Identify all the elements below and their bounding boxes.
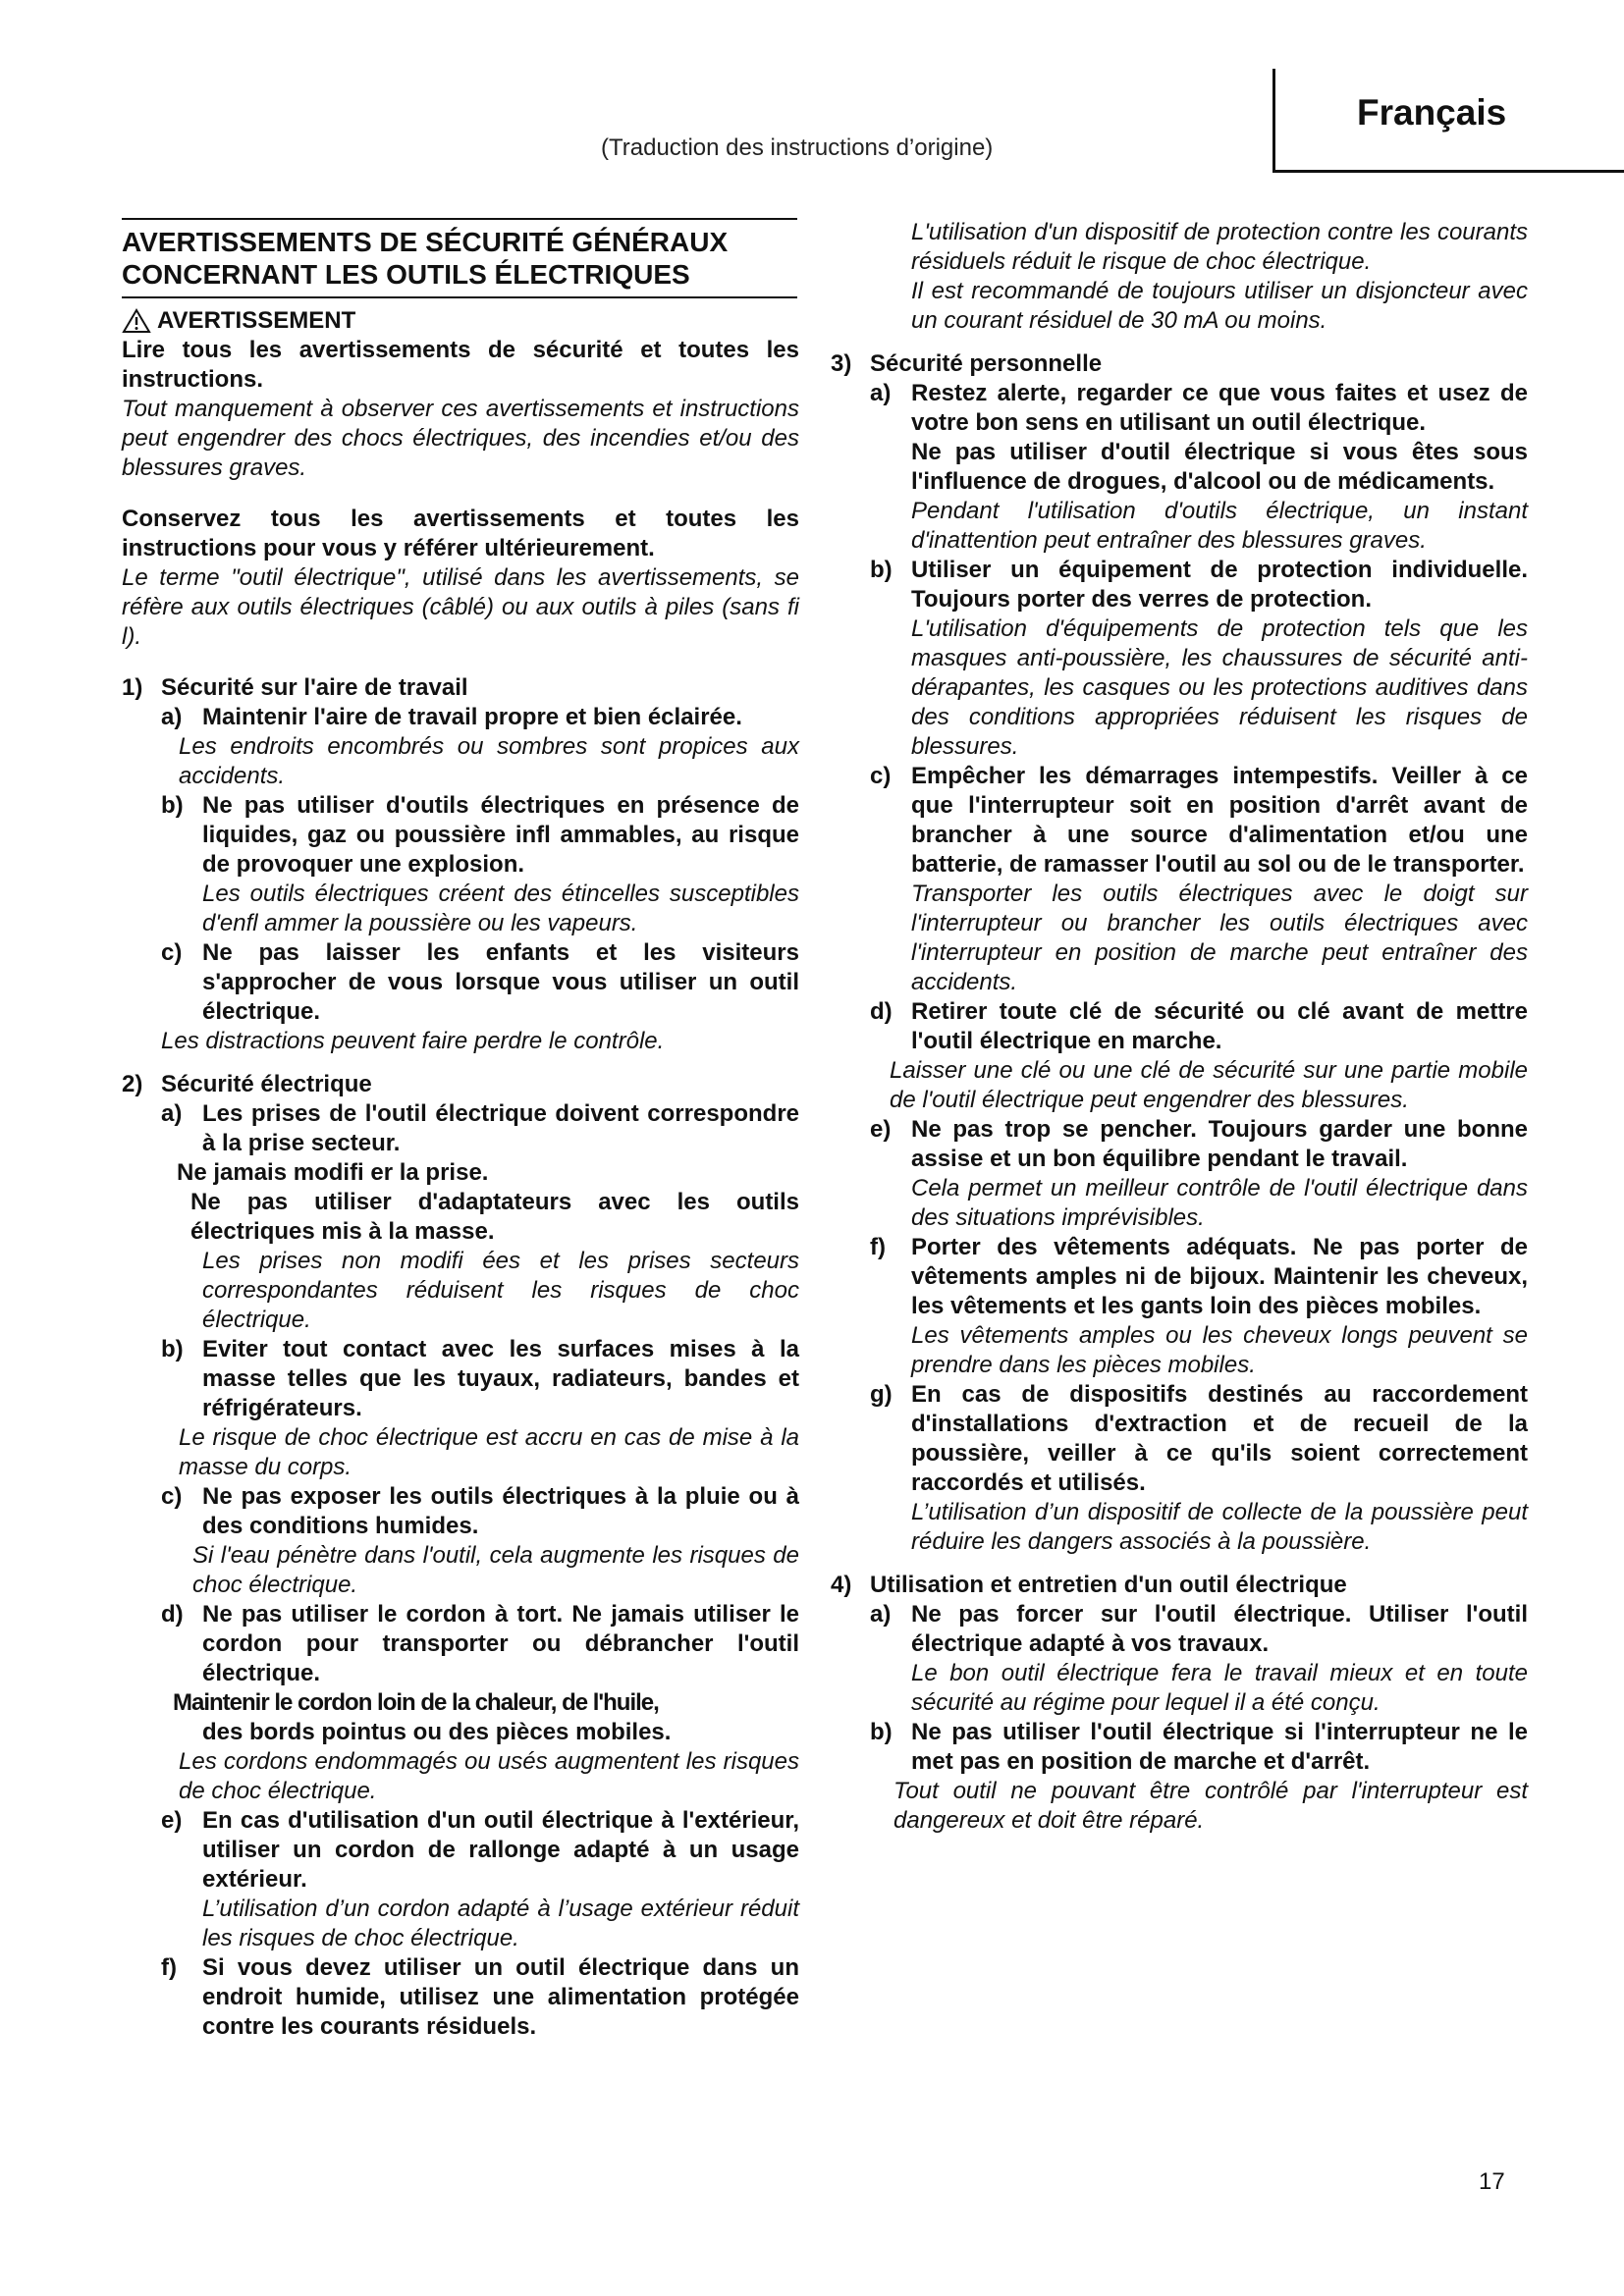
rule-3d-note: Laisser une clé ou une clé de sécurité sur une partie mobile de l'outil électrique peut engendrer des blessures. [890,1057,1528,1113]
rcd-note: L'utilisation d'un dispositif de protection contre les courants résiduels réduit le risque de choc électrique. [911,219,1528,275]
rule-4b: b) Ne pas utiliser l'outil électrique si l'interrupteur ne le met pas en position de marche et d'arrêt. [870,1719,1528,1775]
language-tab [1272,69,1624,173]
warning-triangle-icon [122,308,151,334]
rule-2b: b) Eviter tout contact avec les surfaces mises à la masse telles que les tuyaux, radiateurs, bandes et réfrigérateurs. [161,1336,799,1421]
section-2-heading: 2) Sécurité électrique [122,1071,372,1097]
rule-3d: d) Retirer toute clé de sécurité ou clé avant de mettre l'outil électrique en marche. [870,998,1528,1054]
section-title [122,218,797,298]
rule-3g: g) En cas de dispositifs destinés au raccordement d'installations d'extraction et de recueil de la poussière, veiller à ce qu'ils soient correctement raccordés et utilisés. L’utilisation d’un dispositif de collecte de la poussière peut réduire les dangers associés à la poussière. [870,1381,1528,1555]
right-column [831,218,1528,1836]
power-tool-definition: Le terme "outil électrique", utilisé dans les avertissements, se réfère aux outils électriques (câblé) ou aux outils à piles (sans fi l). [122,564,799,650]
rule-2a-line2: Ne jamais modifi er la prise. [177,1159,489,1186]
rule-4b-note: Tout outil ne pouvant être contrôlé par l'interrupteur est dangereux et doit être réparé. [893,1778,1528,1834]
rule-2b-note: Le risque de choc électrique est accru en cas de mise à la masse du corps. [179,1424,799,1480]
section-1-heading: 1) Sécurité sur l'aire de travail [122,674,468,701]
warning-read-all: Lire tous les avertissements de sécurité et toutes les instructions. [122,337,799,393]
rule-2e: e) En cas d'utilisation d'un outil électrique à l'extérieur, utiliser un cordon de rallonge adapté à un usage extérieur. L’utilisation d’un cordon adapté à l’usage extérieur réduit les risques de choc électrique. [161,1807,799,1951]
rule-3b: b) Utiliser un équipement de protection individuelle. Toujours porter des verres de protection. L'utilisation d'équipements de protection tels que les masques anti-poussière, les chaussures de sécurité anti-dérapantes, les casques ou les protections auditives dans des conditions appropriées réduisent les risques de blessures. [870,557,1528,760]
rule-4a: a) Ne pas forcer sur l'outil électrique. Utiliser l'outil électrique adapté à vos travaux. Le bon outil électrique fera le travail mieux et en toute sécurité au régime pour lequel il a été conçu. [870,1601,1528,1716]
rule-1c: c) Ne pas laisser les enfants et les visiteurs s'approcher de vous lorsque vous utiliser un outil électrique. [161,939,799,1025]
rule-2a-note: Les prises non modifi ées et les prises secteurs correspondantes réduisent les risques de choc électrique. [202,1248,799,1333]
rcd-recommendation: Il est recommandé de toujours utiliser un disjoncteur avec un courant résiduel de 30 mA ou moins. [911,278,1528,334]
rule-2a-line3: Ne pas utiliser d'adaptateurs avec les outils électriques mis à la masse. [190,1189,799,1245]
page-number: 17 [1479,2168,1505,2195]
rule-3f: f) Porter des vêtements adéquats. Ne pas porter de vêtements amples ni de bijoux. Maintenir les cheveux, les vêtements et les gants loin des pièces mobiles. Les vêtements amples ou les cheveux longs peuvent se prendre dans les pièces mobiles. [870,1234,1528,1378]
rule-2f: f) Si vous devez utiliser un outil électrique dans un endroit humide, utilisez une alimentation protégée contre les courants résiduels. [161,1954,799,2040]
rule-2d-note: Les cordons endommagés ou usés augmentent les risques de choc électrique. [179,1748,799,1804]
rule-2d-line2: Maintenir le cordon loin de la chaleur, de l'huile, [173,1689,659,1716]
left-column [122,218,799,2042]
warning-consequence: Tout manquement à observer ces avertissements et instructions peut engendrer des chocs électriques, des incendies et/ou des blessures graves. [122,396,799,481]
warning-label: AVERTISSEMENT [157,307,356,334]
rule-2d: d) Ne pas utiliser le cordon à tort. Ne jamais utiliser le cordon pour transporter ou débrancher l'outil électrique. [161,1601,799,1686]
keep-instructions: Conservez tous les avertissements et toutes les instructions pour vous y référer ultérieurement. [122,506,799,561]
rule-2a: a) Les prises de l'outil électrique doivent correspondre à la prise secteur. [161,1100,799,1156]
rule-2c-note: Si l'eau pénètre dans l'outil, cela augmente les risques de choc électrique. [192,1542,799,1598]
rule-1c-note: Les distractions peuvent faire perdre le contrôle. [161,1028,665,1054]
rule-1a-note: Les endroits encombrés ou sombres sont propices aux accidents. [179,733,799,789]
rule-3e: e) Ne pas trop se pencher. Toujours garder une bonne assise et un bon équilibre pendant le travail. Cela permet un meilleur contrôle de l'outil électrique dans des situations imprévisibles. [870,1116,1528,1231]
rule-2c: c) Ne pas exposer les outils électriques à la pluie ou à des conditions humides. [161,1483,799,1539]
rule-2d-line3: des bords pointus ou des pièces mobiles. [202,1719,672,1745]
section-4-heading: 4) Utilisation et entretien d'un outil électrique [831,1572,1347,1598]
warning-heading [122,306,799,336]
rule-1b: b) Ne pas utiliser d'outils électriques en présence de liquides, gaz ou poussière infl ammables, au risque de provoquer une explosion. Les outils électriques créent des étincelles susceptibles d'enfl ammer la poussière ou les vapeurs. [161,792,799,936]
title-line-1: AVERTISSEMENTS DE SÉCURITÉ GÉNÉRAUX [122,227,729,257]
translation-subtitle: (Traduction des instructions d’origine) [601,134,994,161]
rule-3a: a) Restez alerte, regarder ce que vous faites et usez de votre bon sens en utilisant un outil électrique. Ne pas utiliser d'outil électrique si vous êtes sous l'influence de drogues, d'alcool ou de médicaments. Pendant l'utilisation d'outils électrique, un instant d'inattention peut entraîner des blessures graves. [870,380,1528,554]
rule-3c: c) Empêcher les démarrages intempestifs. Veiller à ce que l'interrupteur soit en position d'arrêt avant de brancher à une source d'alimentation et/ou une batterie, de ramasser l'outil au sol ou de le transporter. Transporter les outils électriques avec le doigt sur l'interrupteur ou brancher les outils électriques avec l'interrupteur en position de marche peut entraîner des accidents. [870,763,1528,995]
language-label: Français [1357,92,1507,133]
title-line-2: CONCERNANT LES OUTILS ÉLECTRIQUES [122,259,690,290]
rule-1a: a) Maintenir l'aire de travail propre et bien éclairée. [161,704,742,730]
section-3-heading: 3) Sécurité personnelle [831,350,1103,377]
